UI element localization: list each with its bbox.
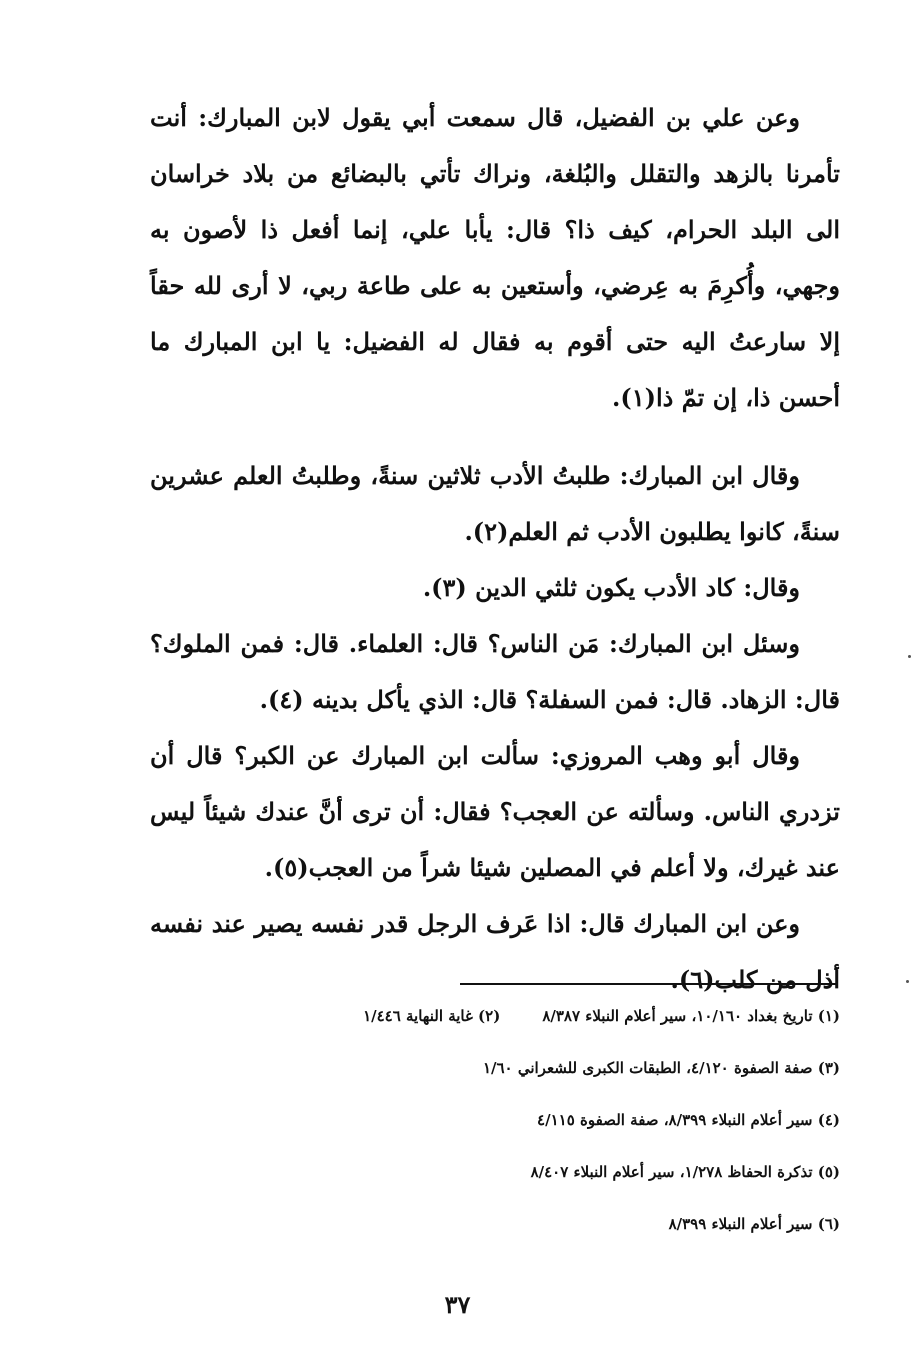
footnote-4: (٤) سير أعلام النبلاء ٨/٣٩٩، صفة الصفوة ٤/١١٥ (537, 1111, 840, 1129)
footnote-6: (٦) سير أعلام النبلاء ٨/٣٩٩ (668, 1215, 840, 1233)
footnote-row (250, 990, 840, 1042)
footnote-row (250, 1042, 840, 1094)
paragraph-adab-two-thirds: وقال: كاد الأدب يكون ثلثي الدين (٣). (422, 573, 800, 602)
paragraph-adab-thirty-years: وقال ابن المبارك: طلبتُ الأدب ثلاثين سنةً، وطلبتُ العلم عشرين سنةً، كانوا يطلبون الأدب ثم العلم(٢). (150, 461, 840, 546)
paragraph-ali-ibn-fudayl: وعن علي بن الفضيل، قال سمعت أبي يقول لابن المبارك: أنت تأمرنا بالزهد والتقلل والبُلغة، ونراك تأتي بالبضائع من بلاد خراسان الى البلد الحرام، كيف ذا؟ قال: يأبا علي، إنما أفعل ذا لأصون به وجهي، وأُكرِمَ به عِرضي، وأستعين به على طاعة ربي، لا أرى لله حقاً إلا سارعتُ اليه حتى أقوم به فقال له الفضيل: يا ابن المبارك ما أحسن ذا، إن تمّ ذا(١). (150, 103, 840, 412)
main-text (150, 90, 840, 1008)
paragraph-who-are-people: وسئل ابن المبارك: مَن الناس؟ قال: العلماء. قال: فمن الملوك؟ قال: الزهاد. قال: فمن السفلة؟ قال: الذي يأكل بدينه (٤). (150, 629, 840, 714)
footnote-row (250, 1198, 840, 1250)
page-number: ٣٧ (444, 1290, 471, 1319)
footnotes (250, 990, 840, 1250)
scan-speck (908, 655, 911, 658)
footnote-divider (460, 983, 838, 985)
footnote-row (250, 1094, 840, 1146)
footnote-3: (٣) صفة الصفوة ٤/١٢٠، الطبقات الكبرى للشعراني ١/٦٠ (482, 1059, 840, 1077)
footnote-2: (٢) غاية النهاية ١/٤٤٦ (363, 1007, 501, 1025)
paragraph-pride-and-vanity: وقال أبو وهب المروزي: سألت ابن المبارك عن الكبر؟ قال أن تزدري الناس. وسألته عن العجب؟ فقال: أن ترى أنَّ عندك شيئاً ليس عند غيرك، ولا أعلم في المصلين شيئا شراً من العجب(٥). (150, 741, 840, 882)
footnote-1: (١) تاريخ بغداد ١٠/١٦٠، سير أعلام النبلاء ٨/٣٨٧ (542, 1007, 840, 1025)
footnote-row (250, 1146, 840, 1198)
scan-speck (906, 980, 909, 983)
footnote-5: (٥) تذكرة الحفاظ ١/٢٧٨، سير أعلام النبلاء ٨/٤٠٧ (530, 1163, 840, 1181)
paragraph-knowing-oneself: وعن ابن المبارك قال: اذا عَرف الرجل قدر نفسه يصير عند نفسه أذل من كلب(٦). (150, 909, 840, 994)
